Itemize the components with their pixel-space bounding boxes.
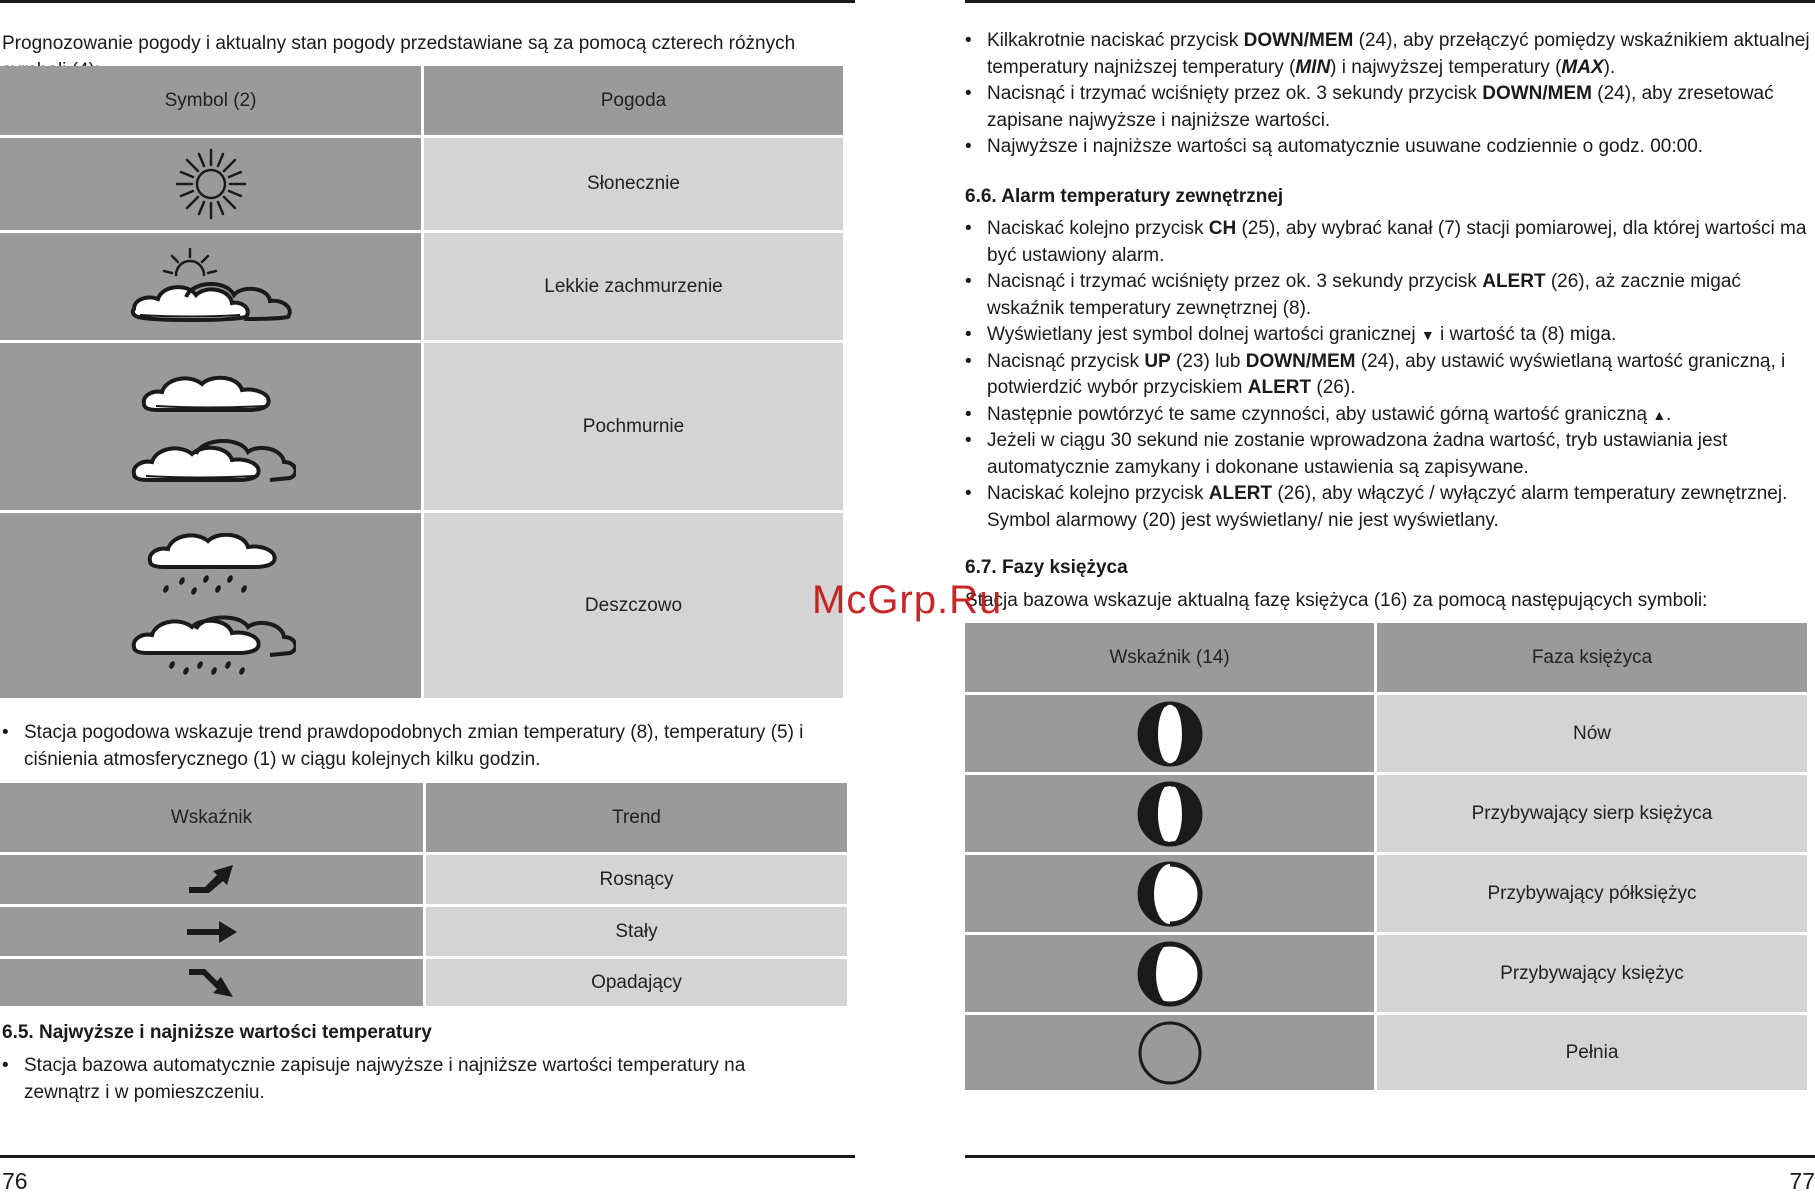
weather-label: Deszczowo — [424, 513, 843, 701]
bottom-rule — [0, 1155, 855, 1158]
table-row — [0, 233, 843, 343]
trend-label: Stały — [426, 907, 847, 959]
weather-intro: Prognozowanie pogody i aktualny stan pogody przedstawiane są za pomocą czterech różnych — [2, 33, 796, 54]
new-moon-icon — [1137, 701, 1203, 767]
lower-limit-icon: ▼ — [1420, 327, 1435, 343]
moon-phase-label: Przybywający półksiężyc — [1377, 855, 1807, 935]
moon-phase-table — [965, 623, 1807, 1093]
list-item: • Nacisnąć przycisk UP (23) lub DOWN/MEM (24), aby ustawić wyświetlaną wartość graniczną, i potwierdzić wybór przyciskiem ALERT (26). — [965, 349, 1815, 402]
section-67-intro: Stacja bazowa wskazuje aktualną fazę księżyca (16) za pomocą następujących symboli: — [965, 590, 1708, 611]
first-quarter-icon — [1137, 861, 1203, 927]
full-moon-icon — [1137, 1020, 1203, 1086]
trend-bullet-list — [2, 720, 832, 773]
table-row — [0, 513, 843, 701]
page-number: 77 — [1789, 1168, 1815, 1194]
section-title: 6.5. Najwyższe i najniższe wartości temperatury — [2, 1022, 432, 1043]
section-65-bullets — [2, 1053, 802, 1106]
list-item: • Wyświetlany jest symbol dolnej wartości granicznej ▼ i wartość ta (8) miga. — [965, 322, 1815, 349]
top-rule — [0, 0, 855, 3]
trend-table — [0, 783, 847, 1009]
arrow-up-icon — [187, 865, 237, 895]
sun-icon — [173, 146, 249, 222]
moon-phase-label: Pełnia — [1377, 1015, 1807, 1093]
partly-cloudy-icon — [126, 247, 296, 327]
cloud-icon — [136, 366, 286, 418]
bottom-rule — [965, 1155, 1815, 1158]
cloudy-icon — [126, 428, 296, 488]
moon-phase-label: Przybywający sierp księżyca — [1377, 775, 1807, 855]
table-header: Faza księżyca — [1377, 623, 1807, 695]
list-item: • Naciskać kolejno przycisk CH (25), aby wybrać kanał (7) stacji pomiarowej, dla której wartości ma być ustawiony alarm. — [965, 216, 1815, 269]
table-row — [965, 695, 1807, 775]
table-header: Symbol (2) — [0, 66, 424, 138]
list-item: • Nacisnąć i trzymać wciśnięty przez ok. 3 sekundy przycisk DOWN/MEM (24), aby zresetować zapisane najwyższe i najniższe wartości. — [965, 81, 1815, 134]
list-item: • Kilkakrotnie naciskać przycisk DOWN/MEM (24), aby przełączyć pomiędzy wskaźnikiem aktualnej temperatury najniższej temperatury (MIN) i najwyższej temperatury (MAX). — [965, 28, 1815, 81]
upper-limit-icon: ▲ — [1652, 406, 1667, 423]
moon-phase-label: Nów — [1377, 695, 1807, 775]
table-row — [965, 1015, 1807, 1093]
left-page — [0, 0, 855, 1195]
table-row — [965, 935, 1807, 1015]
table-row — [0, 959, 847, 1009]
right-page — [965, 0, 1815, 1195]
table-row — [965, 855, 1807, 935]
weather-label: Lekkie zachmurzenie — [424, 233, 843, 343]
waxing-gibbous-icon — [1137, 941, 1203, 1007]
trend-label: Rosnący — [426, 855, 847, 907]
list-item: • Nacisnąć i trzymać wciśnięty przez ok. 3 sekundy przycisk ALERT (26), aż zacznie migać wskaźnik temperatury zewnętrznej (8). — [965, 269, 1815, 322]
table-row — [0, 907, 847, 959]
table-header: Trend — [426, 783, 847, 855]
list-item: • Stacja pogodowa wskazuje trend prawdopodobnych zmian temperatury (8), temperatury (5) i ciśnienia atmosferycznego (1) w ciągu kolejnych kilku godzin. — [2, 720, 832, 773]
section-title: 6.6. Alarm temperatury zewnętrznej — [965, 186, 1284, 207]
rain-icon — [136, 533, 286, 599]
top-bullet-list — [965, 28, 1815, 161]
page-number: 76 — [2, 1168, 28, 1194]
moon-phase-label: Przybywający księżyc — [1377, 935, 1807, 1015]
arrow-down-icon — [187, 967, 237, 999]
section-66-bullets — [965, 216, 1815, 534]
table-row — [0, 343, 843, 513]
watermark: McGrp.Ru — [812, 578, 1003, 622]
table-header: Pogoda — [424, 66, 843, 138]
list-item: • Stacja bazowa automatycznie zapisuje najwyższe i najniższe wartości temperatury na zewnątrz i w pomieszczeniu. — [2, 1053, 802, 1106]
list-item: • Jeżeli w ciągu 30 sekund nie zostanie wprowadzona żadna wartość, tryb ustawiania jest automatycznie zamykany i dokonane ustawienia są zapisywane. — [965, 428, 1815, 481]
weather-symbol-table — [0, 66, 843, 701]
trend-label: Opadający — [426, 959, 847, 1009]
table-row — [965, 775, 1807, 855]
arrow-right-icon — [185, 919, 239, 945]
table-header: Wskaźnik — [0, 783, 426, 855]
list-item: • Naciskać kolejno przycisk ALERT (26), aby włączyć / wyłączyć alarm temperatury zewnętrznej. Symbol alarmowy (20) jest wyświetlany/ nie jest wyświetlany. — [965, 481, 1815, 534]
weather-label: Słonecznie — [424, 138, 843, 233]
list-item: • Najwyższe i najniższe wartości są automatycznie usuwane codziennie o godz. 00:00. — [965, 134, 1815, 161]
section-title: 6.7. Fazy księżyca — [965, 557, 1128, 578]
waxing-crescent-icon — [1137, 781, 1203, 847]
table-row — [0, 138, 843, 233]
table-header: Wskaźnik (14) — [965, 623, 1377, 695]
weather-label: Pochmurnie — [424, 343, 843, 513]
list-item: • Następnie powtórzyć te same czynności, aby ustawić górną wartość graniczną ▲. — [965, 402, 1815, 429]
table-row — [0, 855, 847, 907]
rain-icon — [126, 613, 296, 679]
top-rule — [965, 0, 1815, 3]
